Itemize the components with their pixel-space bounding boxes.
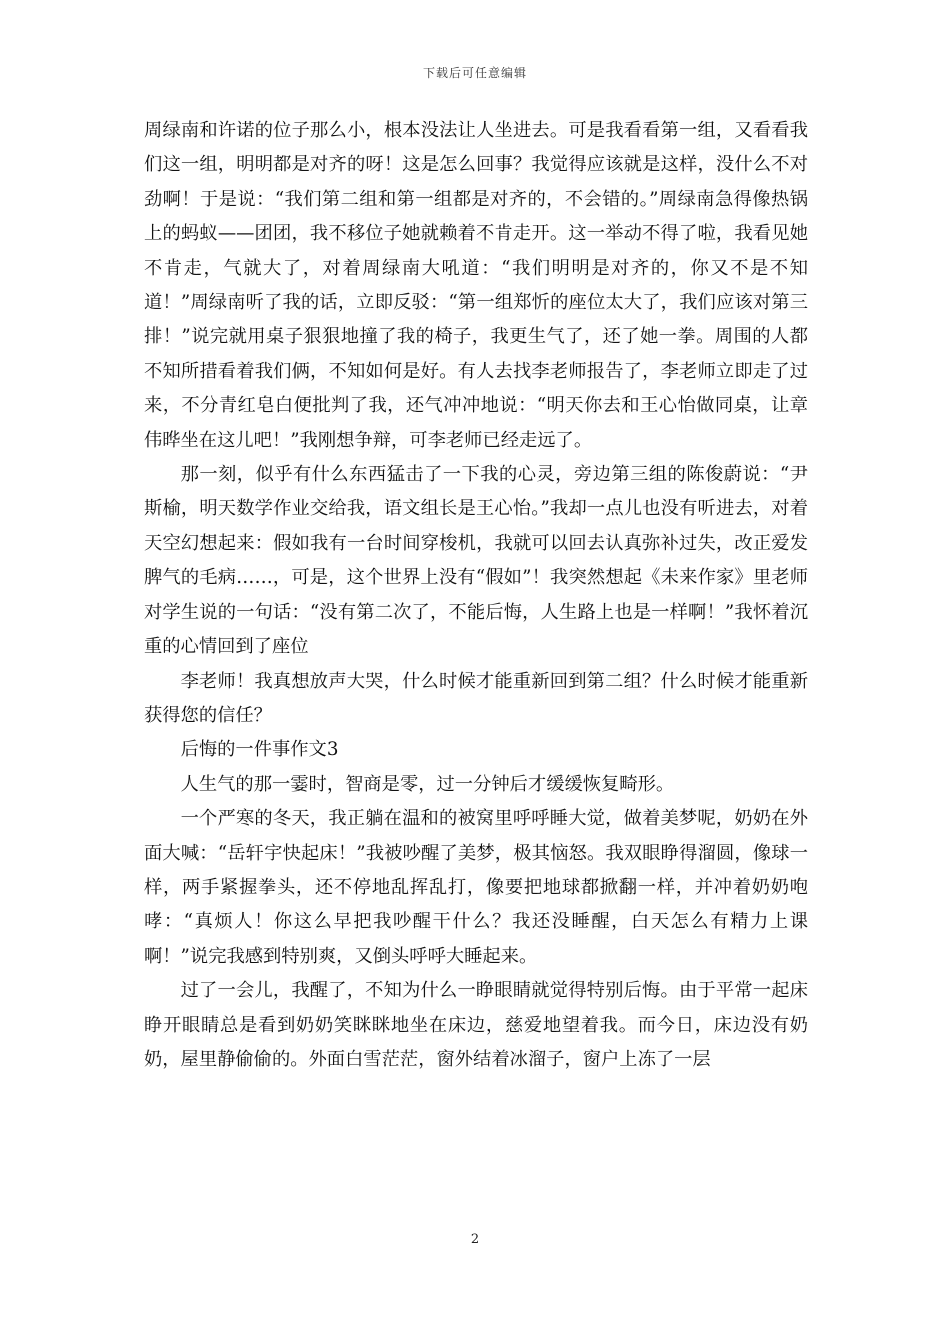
- paragraph-5: 人生气的那一霎时，智商是零，过一分钟后才缓缓恢复畸形。: [180, 773, 675, 795]
- paragraph-1: 周绿南和许诺的位子那么小，根本没法让人坐进去。可是我看看第一组，又看看我们这一组，明明都是对齐的呀！这是怎么回事？我觉得应该就是这样，没什么不对劲啊！于是说：“我们第二组和第一组都是对齐的，不会错的。”周绿南急得像热锅上的蚂蚁——团团，我不移位子她就赖着不肯走开。这一举动不得了啦，我看见她不肯走，气就大了，对着周绿南大吼道：“我们明明是对齐的，你又不是不知道！”周绿南听了我的话，立即反驳：“第一组郑忻的座位太大了，我们应该对第三排！”说完就用桌子狠狠地撞了我的椅子，我更生气了，还了她一拳。周围的人都不知所措看着我们俩，不知如何是好。有人去找李老师报告了，李老师立即走了过来，不分青红皂白便批判了我，还气冲冲地说：“明天你去和王心怡做同桌，让章伟晔坐在这儿吧！”我刚想争辩，可李老师已经走远了。: [144, 120, 808, 451]
- paragraph-3: 李老师！我真想放声大哭，什么时候才能重新回到第二组？什么时候才能重新获得您的信任？: [144, 670, 808, 726]
- paragraph-6: 一个严寒的冬天，我正躺在温和的被窝里呼呼睡大觉，做着美梦呢，奶奶在外面大喊：“岳轩宇快起床！”我被吵醒了美梦，极其恼怒。我双眼睁得溜圆，像球一样，两手紧握拳头，还不停地乱挥乱打，像要把地球都掀翻一样，并冲着奶奶咆哮：“真烦人！你这么早把我吵醒干什么？我还没睡醒，白天怎么有精力上课啊！”说完我感到特别爽，又倒头呼呼大睡起来。: [144, 808, 808, 967]
- paragraph-2: 那一刻，似乎有什么东西猛击了一下我的心灵，旁边第三组的陈俊蔚说：“尹斯榆，明天数学作业交给我，语文组长是王心怡。”我却一点儿也没有听进去，对着天空幻想起来：假如我有一台时间穿梭机，我就可以回去认真弥补过失，改正爱发脾气的毛病……，可是，这个世界上没有“假如”！我突然想起《未来作家》里老师对学生说的一句话：“没有第二次了，不能后悔，人生路上也是一样啊！”我怀着沉重的心情回到了座位: [144, 464, 808, 658]
- page-header: 下载后可任意编辑: [422, 66, 527, 80]
- page-number: 2: [470, 1232, 480, 1247]
- document-body: [144, 114, 808, 1077]
- paragraph-7: 过了一会儿，我醒了，不知为什么一睁眼睛就觉得特别后悔。由于平常一起床睁开眼睛总是看到奶奶笑眯眯地坐在床边，慈爱地望着我。而今日，床边没有奶奶，屋里静偷偷的。外面白雪茫茫，窗外结着冰溜子，窗户上冻了一层: [144, 980, 808, 1070]
- section-title: 后悔的一件事作文3: [180, 739, 339, 761]
